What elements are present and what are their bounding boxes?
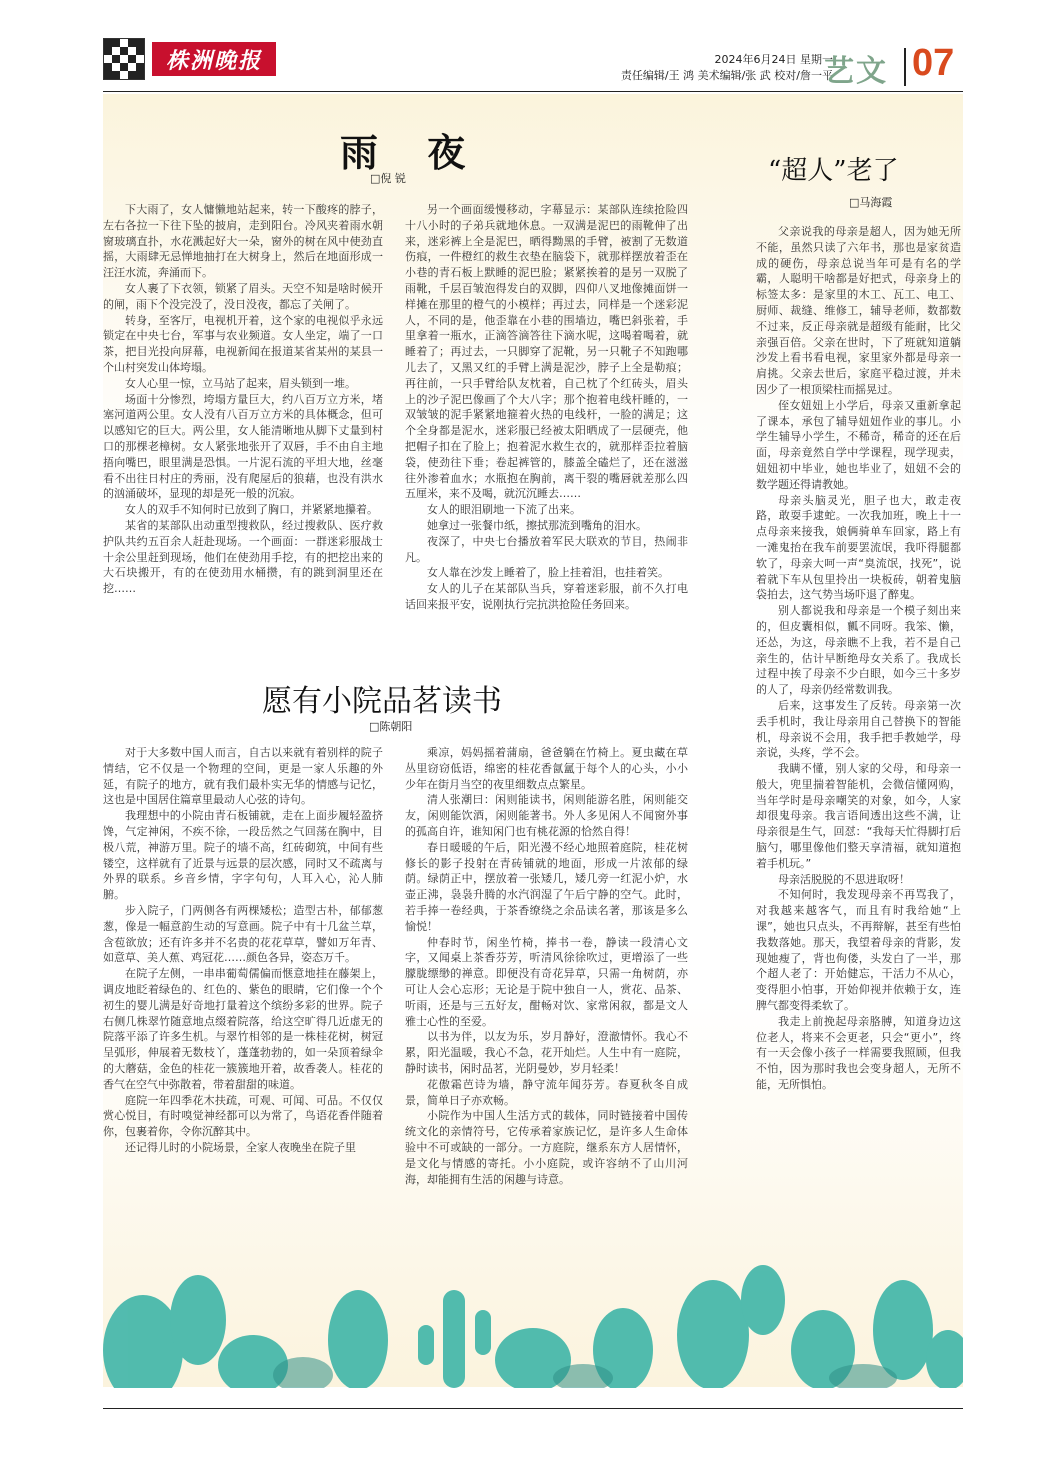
paragraph: 清人张潮曰：闲则能读书，闲则能游名胜，闲则能交友，闲则能饮酒，闲则能著书。外人多见闲人不闻窗外事的孤高自许，谁知闲门也有桃花源的恰然自得！ [405,793,688,838]
paragraph: 女人靠在沙发上睡着了，脸上挂着泪，也挂着笑。 [427,566,669,580]
article-author-courtyard: □陈朝阳 [369,720,413,733]
paragraph: 对于大多数中国人而言，自古以来就有着别样的院子情结，它不仅是一个物理的空间，更是一家人乐趣的外延，有院子的地方，就有我们最朴实无华的情感与记忆，这也是中国居住篇章里最动人心弦的诗句。 [103,746,383,807]
editor-credits: 责任编辑/王 鸿 美术编辑/张 武 校对/詹一平 [620,69,833,82]
paragraph: 女人的儿子在某部队当兵，穿着迷彩服，前不久打电话回来报平安，说刚执行完抗洪抢险任务回来。 [405,582,688,611]
article-column-courtyard-2 [405,745,688,1187]
section-title: 艺文 [824,54,888,89]
issue-date: 2024年6月24日 星期一 [714,53,833,66]
article-column-courtyard-1 [103,745,383,1156]
qr-code [103,38,145,80]
paragraph: 另一个画面缓慢移动，字幕显示：某部队连续抢险四十八小时的子弟兵就地休息。一双满是泥巴的雨靴伸了出来，迷彩裤上全是泥巴，晒得黝黑的手臂，被割了无数道伤痕，一件橙红的救生衣垫在脑袋下，就那样摆放着歪在小巷的青石板上默睡的泥巴脸；紧紧挨着的是另一双脱了雨靴，千层百皱泡得发白的双脚，四仰八叉地像摊面饼一样摊在那里的橙气的小模样；再过去，同样是一个迷彩泥人，不同的是，他歪靠在小巷的围墙边，嘴巴斜张着，手里拿着一瓶水，正滴答滴答往下滴水呢，这喝着喝着，就睡着了；再过去，一只脚穿了泥靴，另一只靴子不知跑哪儿去了，又黑又红的手臂上满是泥沙，脖子上全是勒痕；再往前，一只手臂给队友枕着，自己枕了个红砖头，眉头上的沙子泥巴像画了个大八字；那个抱着电线杆睡的，一双皱皱的泥手紧紧地箍着火热的电线杆，一脸的满足；这个全身都是泥水，迷彩服已经被太阳晒成了一层硬壳，他把帽子扣在了脸上；抱着泥水救生衣的，就那样歪拉着脑袋，使劲往下垂；卷起裤管的，膝盖全磕烂了，还在滋滋往外渗着血水；水瓶抱在胸前，离干裂的嘴唇就差那么四五厘米，来不及喝，就沉沉睡去…… [405,203,688,501]
paragraph: 庭院一年四季花木扶疏，可观、可闻、可品。不仅仅赏心悦目，有时嗅觉神经都可以为常了，鸟语花香伴随着你，包裹着你，令你沉醉其中。 [103,1093,383,1139]
paragraph: 母亲头脑灵光，胆子也大，敢走夜路，敢耍手逮蛇。一次我加班，晚上十一点母亲来接我，娘俩骑单车回家，路上有一滩鬼抬在我车前要罢流氓，我吓得腿都软了，母亲大呵一声“臭流氓，找死”，说着就下车从包里拎出一块板砖，朝着鬼脑袋拍去，这气势当场吓退了醉鬼。 [756,493,961,602]
paragraph: 后来，这事发生了反转。母亲第一次丢手机时，我让母亲用自己替换下的智能机，母亲说不会用，我手把手教她学，母亲说，头疼，学不会。 [756,698,961,760]
paragraph: 步入院子，门两侧各有两棵矮松；造型古朴，郁郁葱葱，像是一幅意韵生动的写意画。院子中有十几盆兰草，含苞欲放；还有许多并不名贵的花花草草，譬如万年青、如意草、美人蕉、鸡冠花……颜色各异，姿态万千。 [103,903,383,965]
paragraph: 场面十分惨烈，垮塌方量巨大，约八百万立方米，堵塞河道两公里。女人没有八百万立方米的具体概念，但可以感知它的巨大。两公里，女人能清晰地从脚下丈量到村口的那棵老樟树。女人紧张地张开了双唇，手不由自主地捂向嘴巴，眼里满是恐惧。一片泥石流的平坦大地，丝毫看不出往日村庄的秀丽，没有爬屋后的狼藉，也没有洪水的汹涌破坏，显现的却是死一般的沉寂。 [103,392,383,501]
paragraph: 在院子左侧，一串串葡萄儒偏而惬意地挂在藤架上，调皮地眨着绿色的、红色的、紫色的眼睛，它们像一个个初生的婴儿满是好奇地打量着这个缤纷多彩的世界。院子右侧几株翠竹随意地点缀着院落，给这空旷得几近虚无的院落平添了许多生机。与翠竹相邻的是一株桂花树，树冠呈弧形，伸展着无数枝丫，蓬蓬勃勃的，如一朵顶着绿伞的大蘑菇，金色的桂花一簇簇地开着，故香袭人。桂花的香气在空气中弥散着，带着甜甜的味道。 [103,967,383,1091]
paragraph: 夜深了，中央七台播放着军民大联欢的节目，热闹非凡。 [405,534,688,564]
paragraph: 乘凉，妈妈摇着蒲扇，爸爸躺在竹椅上。夏虫藏在草丛里窃窃低语，绵密的桂花香氤氲于每个人的心头，小小少年在街月当空的夜里细数点点繁星。 [405,746,688,791]
paragraph: 下大雨了，女人慵懒地站起来，转一下酸疼的脖子，左右各拉一下往下坠的披肩，走到阳台。冷风夹着雨水朝窗玻璃直扑，水花溅起好大一朵，窗外的树在风中使劲直摇，大雨肆无忌惮地抽打在大树身上，然后在地面形成一汪汪水流，奔涌而下。 [103,203,383,280]
paragraph: 还记得儿时的小院场景，全家人夜晚坐在院子里 [125,1140,356,1154]
article-title-courtyard: 愿有小院品茗读书 [262,684,502,719]
paragraph: 她拿过一张餐巾纸，擦拭那流到嘴角的泪水。 [427,518,647,532]
paragraph: 转身，至客厅，电视机开着，这个家的电视似乎永远锁定在中央七台，军事与农业频道。女人坐定，端了一口茶，把目光投向屏幕，电视新闻在报道某省某州的某县一个山村突发山体垮塌。 [103,313,383,374]
paragraph: 不知何时，我发现母亲不再骂我了，对我越来越客气，而且有时我给她“上课”，她也只点头，不再辩解，甚至有些怕我数落她。那天，我望着母亲的背影，发现她瘦了，背也佝偻，头发白了一半，那个超人老了：开始健忘，干活力不从心，变得胆小怕事，开始仰视并依赖于女，连脾气都变得柔软了。 [756,888,961,1013]
header-info [621,52,833,84]
paragraph: 侄女妞妞上小学后，母亲又重新拿起了课本，承包了辅导妞妞作业的事儿。小学生辅导小学生，不稀奇，稀奇的还在后面，母亲竟然自学中学课程，现学现卖，妞妞初中毕业，她也毕业了，妞妞不会的数学题还得请教她。 [756,398,961,491]
paragraph: 我走上前挽起母亲胳膊，知道身边这位老人，将来不会更老，只会“更小”，终有一天会像小孩子一样需要我照顾，但我不怕，因为那时我也会变身超人，无所不能，无所惧怕。 [756,1014,961,1092]
article-column-superman [756,224,961,1093]
paragraph: 春日暖暖的午后，阳光漫不经心地照着庭院，桂花树修长的影子投射在青砖铺就的地面，形成一片浓郁的绿荫。绿荫正中，摆放着一张矮几，矮几旁一红泥小炉，水壶正沸，袅袅升腾的水汽润湿了午后宁静的空气。此时，若手捧一卷经典，于茶香缭绕之余品读名著，那该是多么愉悦！ [405,840,688,933]
page-number: 07 [912,42,955,84]
paragraph: 某省的某部队出动重型搜救队，经过搜救队、医疗救护队共约五百余人赶赴现场。一个画面：一群迷彩服战士十余公里赶到现场，他们在使劲用手挖，有的把挖出来的大石块搬开，有的在使劲用水桶攒，有的跳到洞里还在挖…… [103,518,383,596]
article-author-superman: □马海霞 [849,196,893,209]
paragraph: 女人裹了下衣领，锁紧了眉头。天空不知是啥时候开的闸，雨下个没完没了，没日没夜，都忘了关闸了。 [103,281,383,311]
article-title-superman: “超人”老了 [768,156,899,186]
paragraph: 以书为伴，以友为乐，岁月静好，澄澈情怀。我心不累，阳光温暖，我心不急，花开灿烂。人生中有一庭院，静时读书，闲时品茗，光阴曼妙，岁月轻柔！ [405,1030,688,1075]
paragraph: 别人都说我和母亲是一个模子刻出来的，但皮囊相似，瓤不同呀。我笨、懒，还怂，为这，母亲瞧不上我，若不是自己亲生的，估计早断绝母女关系了。我成长过程中挨了母亲不少白眼，如今三十多岁的人了，母亲仍经常数训我。 [756,604,961,697]
paragraph: 花傲霜芭诗为墙，静守流年闻芬芳。春夏秋冬自成景，简单日子亦欢畅。 [405,1077,688,1107]
paragraph: 小院作为中国人生活方式的载体，同时链接着中国传统文化的亲情符号，它传承着家族记忆，是许多人生命体验中不可或缺的一部分。一方庭院，继系东方人居情怀，是文化与情感的寄托。小小庭院，或许容纳不了山川河海，却能拥有生活的闲趣与诗意。 [405,1109,688,1186]
article-column-rain-night-1 [103,202,383,597]
paragraph: 女人的双手不知何时已放到了胸口，并紧紧地攥着。 [125,503,378,517]
cactus-illustration [103,1200,963,1388]
paragraph: 母亲活脱脱的不思进取呀！ [778,872,910,886]
top-rule [103,91,963,92]
paragraph: 仲春时节，闲坐竹椅，捧书一卷，静读一段清心文字，又闻桌上茶香芬芳，听清风徐徐吹过，更增添了一些朦胧缥缈的禅意。即便没有奇花异草，只需一角树荫，亦可让人会心忘形；无论是于院中独自一人，赏花、品茶、听雨，还是与三五好友，酣畅对饮、家常闲叙，都是文人雅士心性的至爱。 [405,935,688,1028]
paragraph: 我瞒不懂，别人家的父母，和母亲一般大，兜里揣着智能机，会微信懂网购，当年学时是母亲嘲笑的对象，如今，人家却很鬼母亲。我言语间透出这些不满，让母亲很是生气，回怼：“我每天忙得脚打后脑勺，哪里像他们整天享清福，就知道抱着手机玩。” [756,762,961,870]
paragraph: 我理想中的小院由青石板铺就，走在上面步履轻盈挤馋，气定神闲，不疾不徐，一段岳然之气回荡在胸中，目极八荒，神游万里。院子的墙不高，红砖砌筑，中间有些镂空，这样就有了近景与远景的层次感，同时又不疏离与外界的联系。乡音乡情，字字句句，人耳入心，沁人肺腑。 [103,809,383,902]
paragraph: 女人心里一惊，立马站了起来，眉头锁到一堆。 [125,376,356,390]
article-author-rain-night: □倪 锐 [370,172,406,185]
bottom-rule [103,1408,963,1409]
article-title-rain-night: 雨 夜 [340,130,484,175]
header-divider [904,48,906,86]
paragraph: 女人的眼泪刷地一下流了出来。 [427,503,581,517]
paragraph: 父亲说我的母亲是超人，因为她无所不能，虽然只读了六年书，那也是家贫造成的硬伤，母亲总说当年可是有名的学霸，人聪明干啥都是好把式，母亲身上的标签太多：是家里的木工、瓦工、电工、厨师、裁缝、维修工，辅导老师，数都数不过来，反正母亲就是超级有能耐，比父亲强百倍。父亲在世时，下了班就知道躺沙发上看书看电视，家里家外都是母亲一肩挑。父亲去世后，家庭平稳过渡，并未因少了一根顶梁柱而摇晃过。 [756,225,961,396]
masthead-logo: 株洲晚报 [152,42,276,76]
article-column-rain-night-2 [405,202,688,613]
